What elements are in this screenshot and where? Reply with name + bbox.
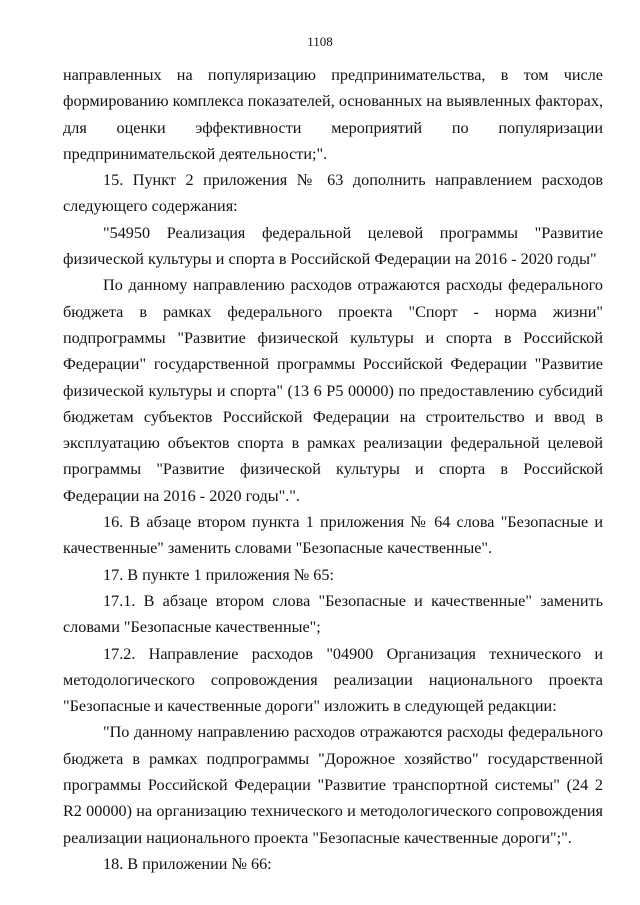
paragraph-item-15: 15. Пункт 2 приложения № 63 дополнить направлением расходов следующего содержания: [63,171,603,216]
paragraph-item-17: 17. В пункте 1 приложения № 65: [103,565,334,584]
paragraph-item-16: 16. В абзаце втором пункта 1 приложения № 64 слова "Безопасные и качественные" заменить словами "Безопасные качественные". [63,513,603,558]
paragraph-expense-54950: "54950 Реализация федеральной целевой программы "Развитие физической культуры и спорта в Российской Федерации на 2016 - 2020 годы" [63,223,603,269]
paragraph-expense-description: По данному направлению расходов отражаются расходы федерального бюджета в рамках федерального проекта "Спорт - норма жизни" подпрограммы "Развитие физической культуры и спорта в Российской Федерации" государственной программы Российской Федерации "Развитие физической культуры и спорта" (13 6 Р5 00000) по предоставлению субсидий бюджетам субъектов Российской Федерации на строительство и ввод в эксплуатацию объектов спорта в рамках реализации федеральной целевой программы "Развитие физической культуры и спорта в Российской Федерации на 2016 - 2020 годы".". [63,276,603,505]
page-number: 1108 [307,34,333,49]
document-body [63,62,603,877]
paragraph-new-wording: "По данному направлению расходов отражаются расходы федерального бюджета в рамках подпрограммы "Дорожное хозяйство" государственной программы Российской Федерации "Развитие транспортной системы" (24 2 R2 00000) на организацию технического и методологического сопровождения реализации национального проекта "Безопасные качественные дороги";". [63,723,603,847]
paragraph-continuation: направленных на популяризацию предпринимательства, в том числе формированию комплекса показателей, основанных на выявленных факторах, для оценки эффективности мероприятий по популяризации предпринимательской деятельности;". [63,66,603,163]
paragraph-item-18: 18. В приложении № 66: [103,854,272,873]
paragraph-item-17-2: 17.2. Направление расходов "04900 Организация технического и методологического сопровождения реализации национального проекта "Безопасные и качественные дороги" изложить в следующей редакции: [63,644,603,716]
paragraph-item-17-1: 17.1. В абзаце втором слова "Безопасные и качественные" заменить словами "Безопасные качественные"; [63,591,603,637]
